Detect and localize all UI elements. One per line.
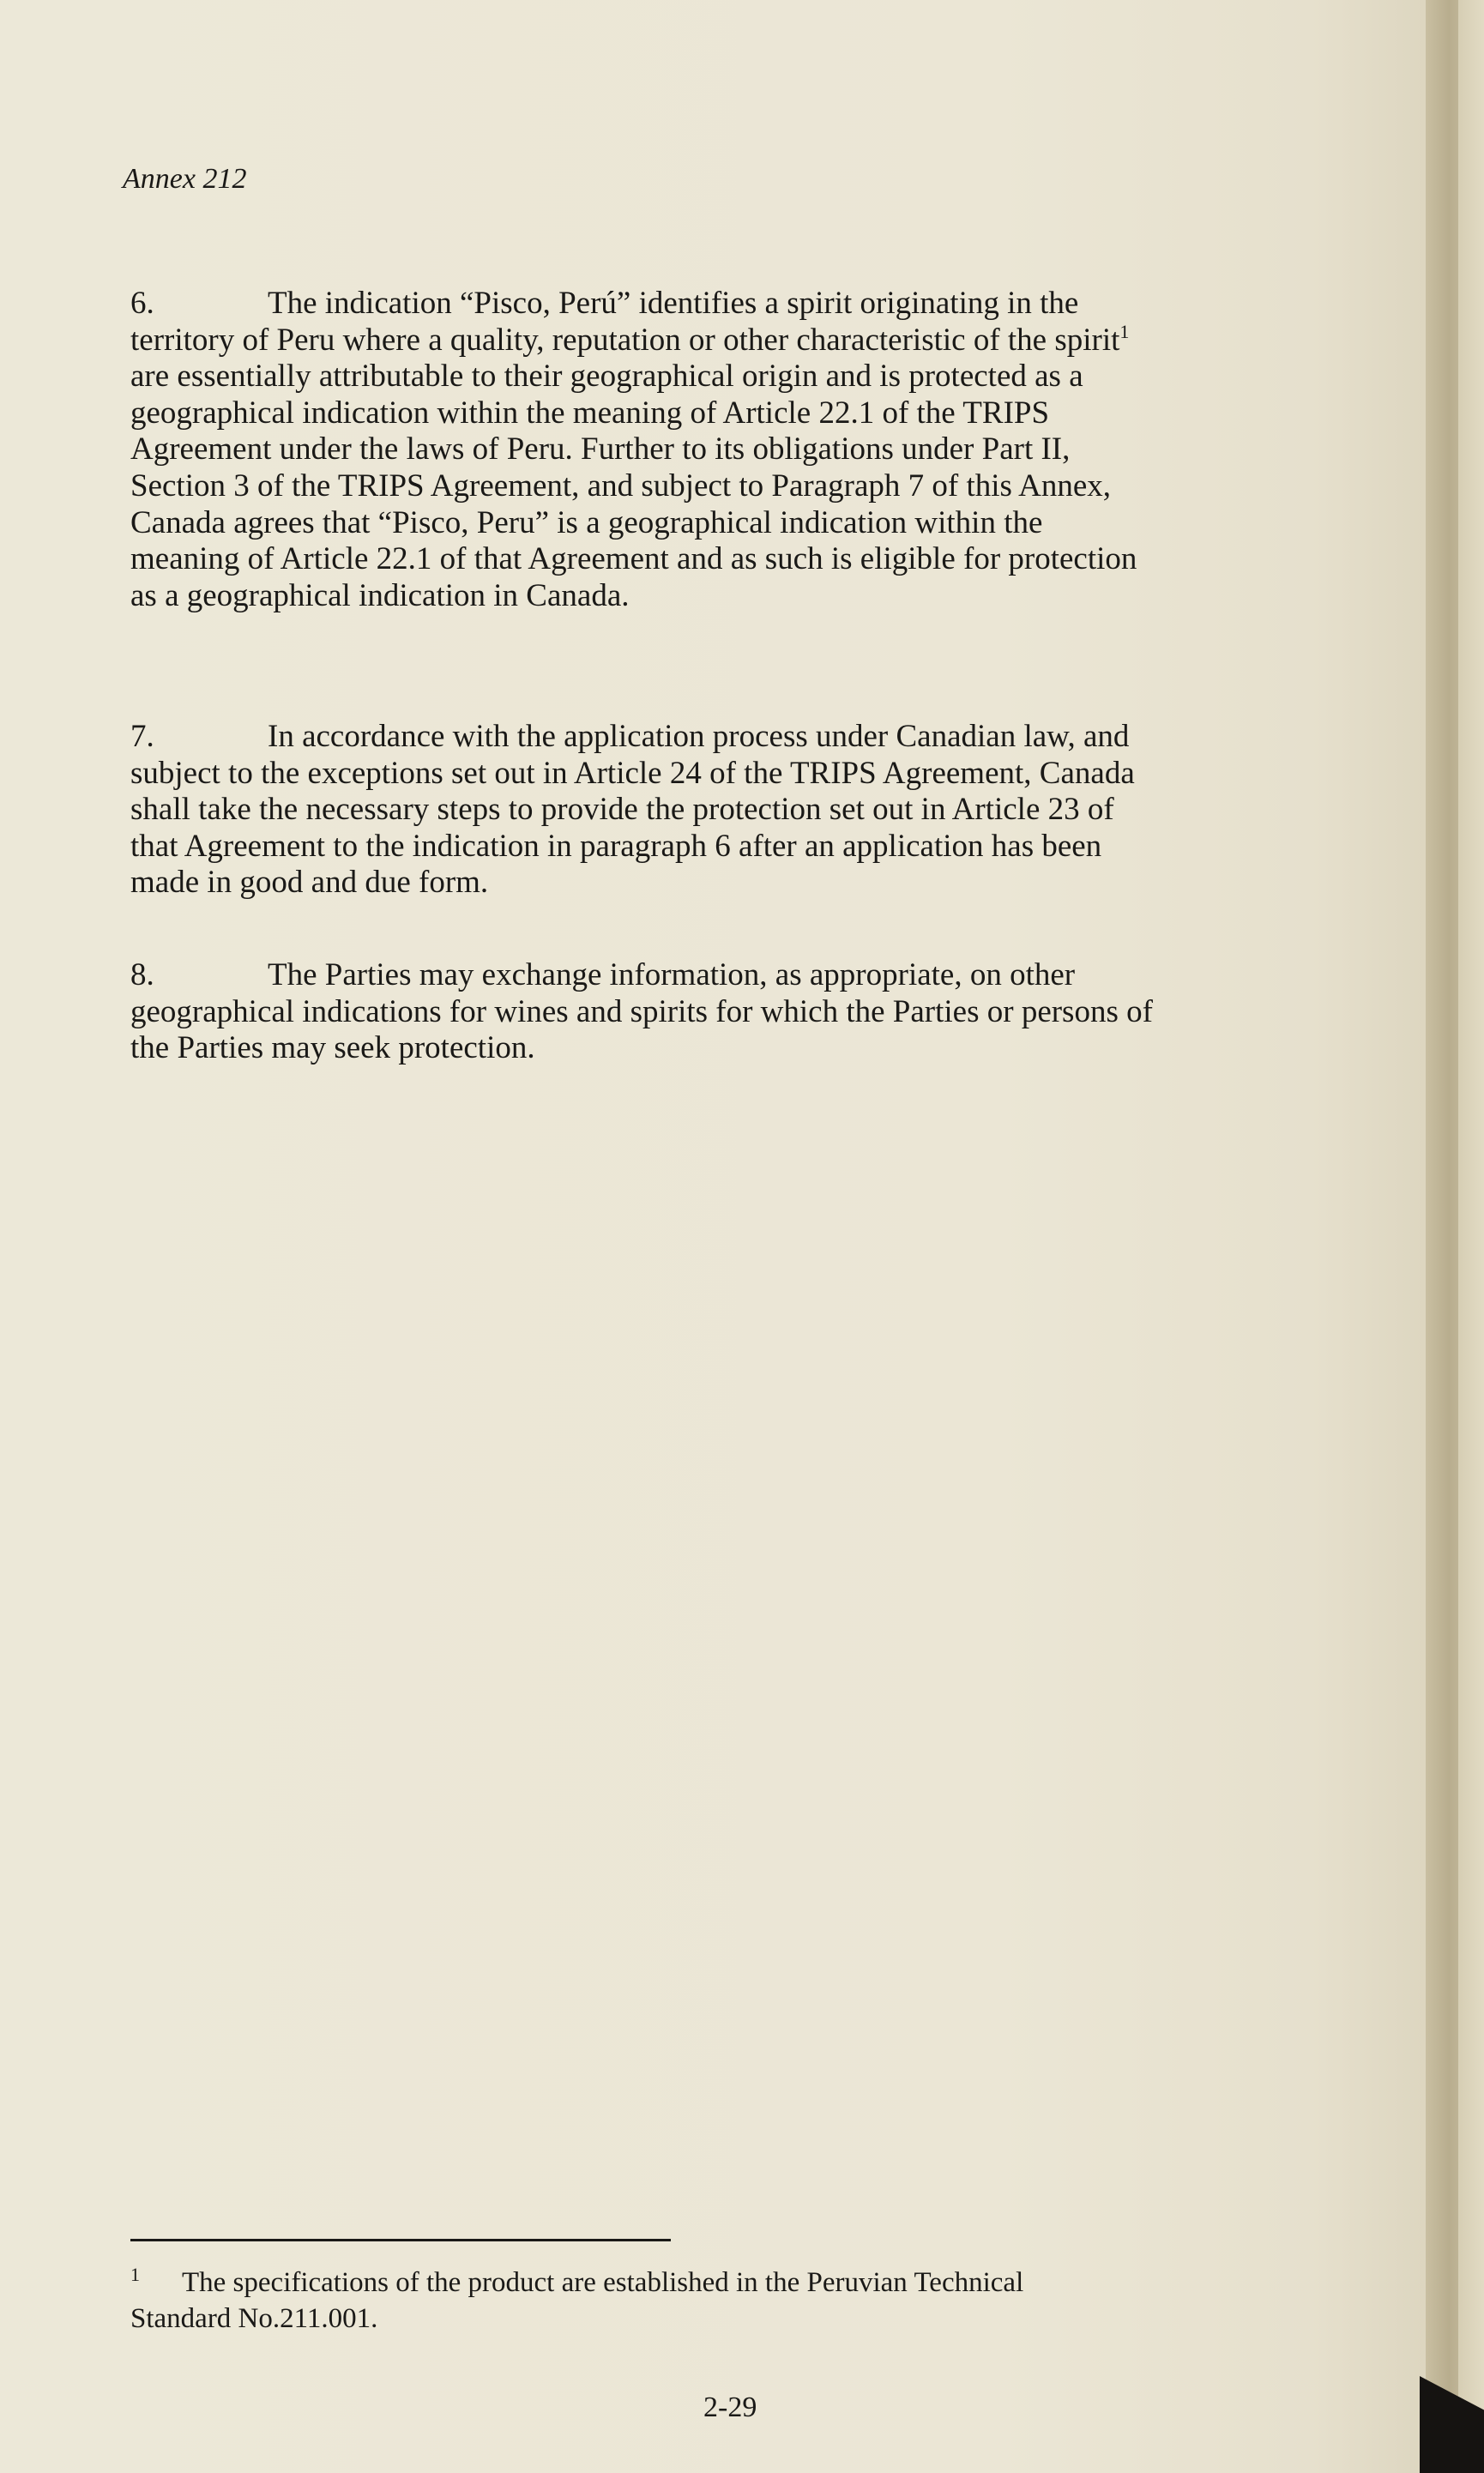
footnote-divider	[130, 2239, 671, 2241]
paragraph-line: meaning of Article 22.1 of that Agreement and as such is eligible for protection	[130, 541, 1137, 577]
paragraph-text: In accordance with the application process under Canadian law, and	[268, 719, 1130, 754]
paragraph-line: subject to the exceptions set out in Article 24 of the TRIPS Agreement, Canada	[130, 755, 1135, 791]
paragraph-line	[130, 719, 1323, 756]
footnote-text: The specifications of the product are established in the Peruvian Technical	[182, 2267, 1024, 2298]
paragraph-number: 8.	[130, 957, 154, 992]
paragraph-line: are essentially attributable to their geographical origin and is protected as a	[130, 359, 1083, 395]
paragraph-line: geographical indication within the meaning of Article 22.1 of the TRIPS	[130, 395, 1050, 431]
paragraph-line: made in good and due form.	[130, 865, 489, 901]
paragraph-number: 6.	[130, 286, 154, 321]
paragraph-7	[130, 719, 1323, 902]
paragraph-line: shall take the necessary steps to provide the protection set out in Article 23 of	[130, 792, 1114, 828]
paragraph-line: geographical indications for wines and spirits for which the Parties or persons of	[130, 993, 1153, 1029]
paragraph-line	[130, 286, 1323, 323]
page-number: 2-29	[703, 2392, 757, 2423]
footnote-line: 1 The specifications of the product are established in the Peruvian Technical	[130, 2264, 1024, 2298]
paragraph-text: The Parties may exchange information, as appropriate, on other	[268, 957, 1076, 992]
paragraph-6	[130, 286, 1323, 614]
paragraph-line: Section 3 of the TRIPS Agreement, and subject to Paragraph 7 of this Annex,	[130, 467, 1112, 504]
paragraph-8	[130, 957, 1323, 1067]
paragraph-line: the Parties may seek protection.	[130, 1030, 535, 1066]
footnote-line: Standard No.211.001.	[130, 2303, 378, 2334]
paragraph-line: that Agreement to the indication in paragraph 6 after an application has been	[130, 828, 1102, 864]
paragraph-line: Agreement under the laws of Peru. Further to its obligations under Part II,	[130, 431, 1071, 467]
footnote	[130, 2265, 1023, 2337]
paragraph-line	[130, 320, 1323, 359]
paragraph-line	[130, 957, 1323, 994]
paragraph-text: The indication “Pisco, Perú” identifies a spirit originating in the	[268, 286, 1079, 321]
footnote-reference[interactable]: 1	[1119, 320, 1130, 342]
paragraph-text: territory of Peru where a quality, reputation or other characteristic of the spirit	[130, 322, 1120, 358]
paragraph-line: Canada agrees that “Pisco, Peru” is a geographical indication within the	[130, 504, 1043, 540]
paragraph-line: as a geographical indication in Canada.	[130, 577, 630, 613]
paragraph-number: 7.	[130, 719, 154, 754]
next-page-edge	[1458, 0, 1484, 2473]
running-head: Annex 212	[123, 163, 247, 195]
